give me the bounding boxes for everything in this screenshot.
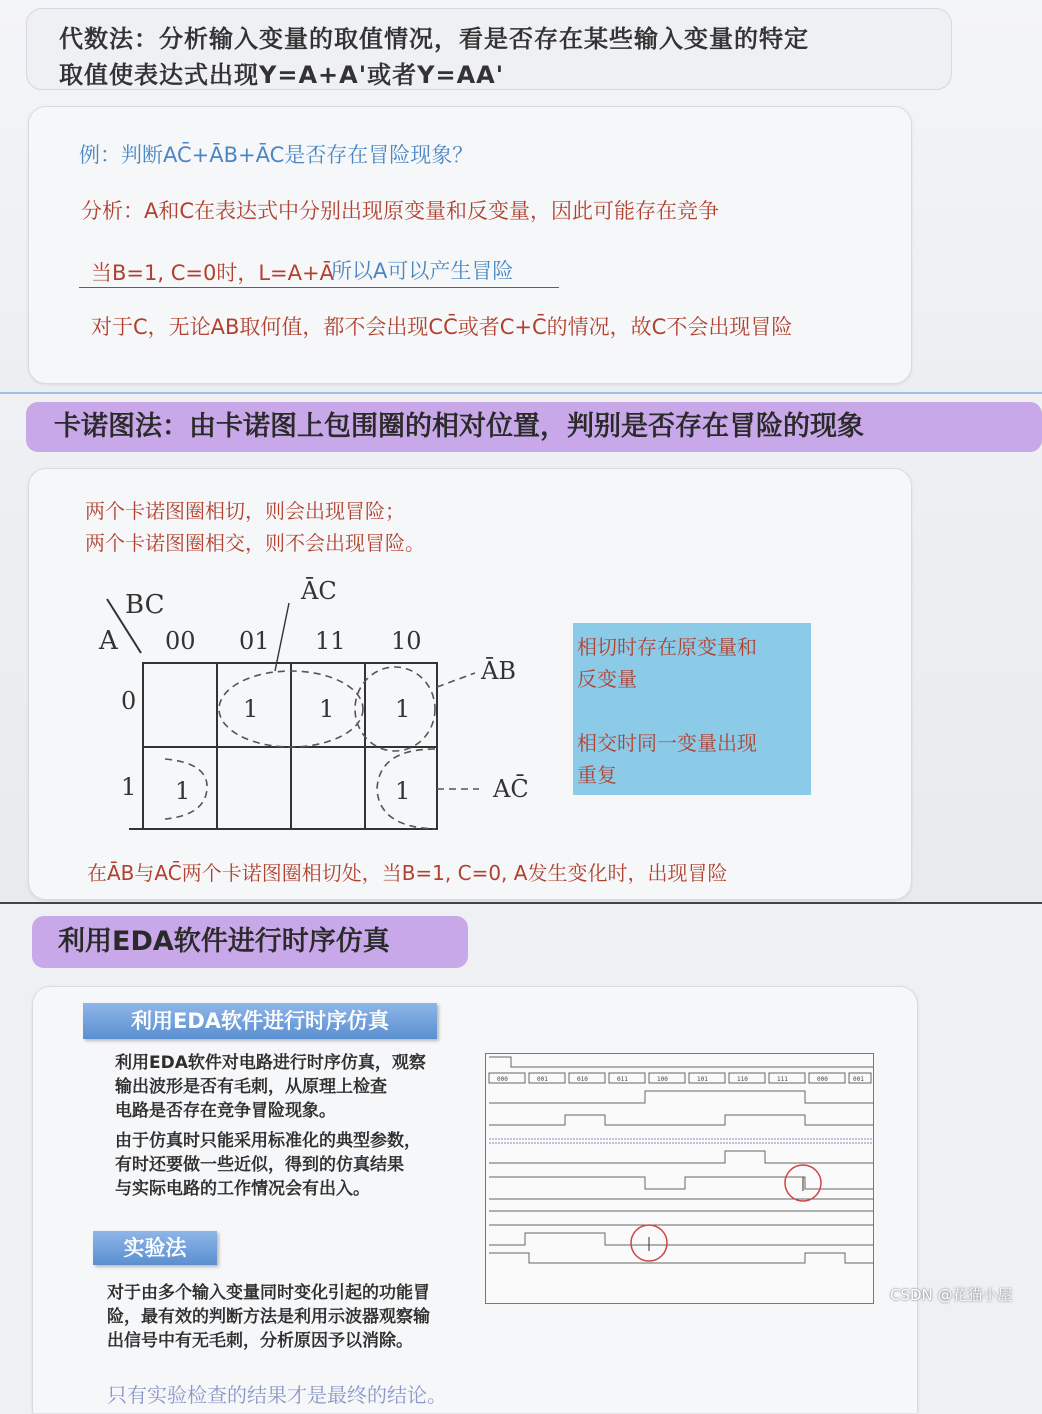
kmap-rule-2: 两个卡诺图圈相交，则不会出现冒险。: [85, 531, 425, 555]
eda-para-3-line-2: 险，最有效的判断方法是利用示波器观察输: [107, 1307, 430, 1327]
experiment-heading: 实验法: [93, 1231, 217, 1265]
kmap-cell-0-11: 1: [319, 695, 335, 723]
kmap-row-1: 1: [121, 773, 137, 801]
bus-val-5: 101: [697, 1076, 708, 1083]
bus-val-4: 100: [657, 1076, 668, 1083]
bus-val-0: 000: [497, 1076, 508, 1083]
eda-para-3: [107, 1281, 430, 1353]
algebra-heading-box: [26, 8, 952, 90]
eda-para-1: [115, 1051, 426, 1123]
csdn-watermark: CSDN @花猫小屋: [890, 1286, 1013, 1304]
kmap-cell-1-00: 1: [175, 777, 191, 805]
note-line-4: 重复: [577, 763, 617, 787]
label-ac-bar: ĀC: [301, 577, 337, 605]
eda-para-2-line-1: 由于仿真时只能采用标准化的典型参数，: [115, 1131, 421, 1151]
eda-para-2-line-3: 与实际电路的工作情况会有出入。: [115, 1179, 370, 1199]
algebra-heading-line2: 取值使表达式出现Y=A+A'或者Y=AA': [59, 61, 505, 89]
slide-eda: [0, 902, 1042, 1414]
bus-val-9: 001: [853, 1076, 864, 1083]
kmap-rule-1: 两个卡诺图圈相切，则会出现冒险；: [85, 499, 405, 523]
eda-sub-heading: 利用EDA软件进行时序仿真: [83, 1003, 437, 1039]
algebra-example-panel: [28, 106, 912, 384]
bus-val-8: 000: [817, 1076, 828, 1083]
note-line-3: 相交时同一变量出现: [577, 731, 757, 755]
kmap-col-10: 10: [391, 627, 422, 655]
eda-para-1-line-1: 利用EDA软件对电路进行时序仿真，观察: [115, 1053, 426, 1073]
underline-divider: [79, 287, 559, 288]
kmap-cell-1-10: 1: [395, 777, 411, 805]
kmap-heading: 卡诺图法：由卡诺图上包围圈的相对位置，判别是否存在冒险的现象: [26, 402, 1042, 452]
bus-val-2: 010: [577, 1076, 588, 1083]
karnaugh-map: [89, 563, 569, 843]
eda-para-2-line-2: 有时还要做一些近似，得到的仿真结果: [115, 1155, 404, 1175]
slide-kmap: [0, 392, 1042, 904]
label-ab-bar: ĀB: [481, 657, 516, 685]
eda-para-2: [115, 1129, 421, 1201]
kmap-corner-a: A: [99, 626, 118, 656]
label-ac-bottom: AC̄: [493, 775, 529, 803]
kmap-corner-bc: BC: [125, 590, 165, 620]
analysis-text: 分析：A和C在表达式中分别出现原变量和反变量，因此可能存在竞争: [81, 199, 720, 223]
eda-para-1-line-3: 电路是否存在竞争冒险现象。: [115, 1101, 336, 1121]
bus-val-7: 111: [777, 1076, 788, 1083]
kmap-panel: [28, 468, 912, 900]
so-a-text: 所以A可以产生冒险: [331, 259, 514, 283]
bus-val-3: 011: [617, 1076, 628, 1083]
eda-para-1-line-2: 输出波形是否有毛刺，从原理上检查: [115, 1077, 387, 1097]
eda-panel: [32, 986, 918, 1413]
eda-heading: 利用EDA软件进行时序仿真: [32, 916, 468, 968]
kmap-row-0: 0: [121, 687, 137, 715]
note-line-2: 反变量: [577, 667, 637, 691]
algebra-heading-line1: 代数法：分析输入变量的取值情况，看是否存在某些输入变量的特定: [59, 25, 809, 53]
kmap-cell-0-01: 1: [243, 695, 259, 723]
bus-val-1: 001: [537, 1076, 548, 1083]
kmap-conclusion: 在ĀB与AC̄两个卡诺图圈相切处，当B=1, C=0, A发生变化时，出现冒险: [87, 861, 728, 885]
for-c-text: 对于C，无论AB取何值，都不会出现CC̄或者C+C̄的情况，故C不会出现冒险: [91, 315, 793, 339]
final-conclusion: 只有实验检查的结果才是最终的结论。: [107, 1383, 447, 1407]
kmap-col-11: 11: [315, 627, 346, 655]
slide-algebra: [0, 0, 1042, 392]
kmap-cell-0-10: 1: [395, 695, 411, 723]
kmap-col-01: 01: [239, 627, 270, 655]
bus-val-6: 110: [737, 1076, 748, 1083]
timing-waveform: [485, 1053, 877, 1305]
eda-para-3-line-1: 对于由多个输入变量同时变化引起的功能冒: [107, 1283, 430, 1303]
eda-para-3-line-3: 出信号中有无毛刺，分析原因予以消除。: [107, 1331, 413, 1351]
example-question: 例：判断AC̄+ĀB+ĀC是否存在冒险现象？: [79, 143, 474, 167]
when-b-text: 当B=1, C=0时，L=A+Ā: [91, 261, 334, 285]
kmap-col-00: 00: [165, 627, 196, 655]
kmap-note-box: [573, 623, 811, 795]
note-line-1: 相切时存在原变量和: [577, 635, 757, 659]
